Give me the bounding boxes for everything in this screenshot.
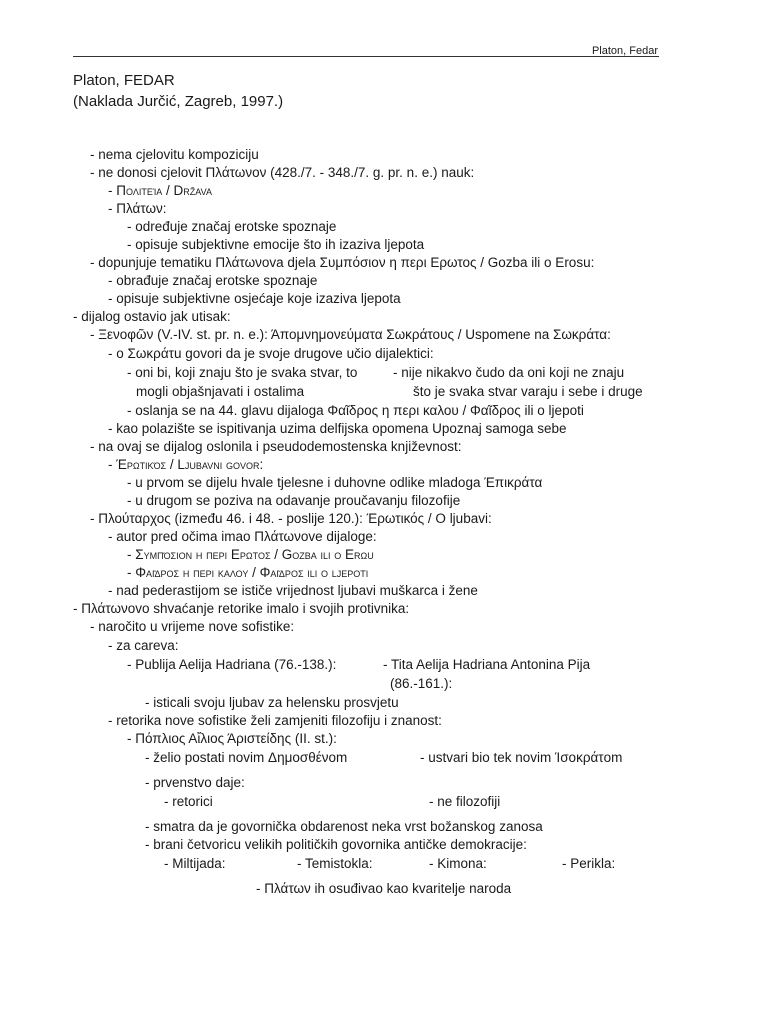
outline-item: - nad pederastijom se ističe vrijednost ljubavi muškarca i žene bbox=[108, 583, 478, 598]
outline-item: - Publija Aelija Hadriana (76.-138.): bbox=[127, 657, 337, 672]
outline-item: - Ξενοφῶν (V.-IV. st. pr. n. e.): Άπομνημονεύματα Σωκράτους / Uspomene na Σωκράτα: bbox=[90, 327, 611, 342]
outline-item: - Perikla: bbox=[562, 856, 616, 871]
outline-item: - naročito u vrijeme nove sofistike: bbox=[90, 619, 295, 634]
outline-item: - želio postati novim Δημοσθένom bbox=[145, 750, 348, 765]
outline-item: - oni bi, koji znaju što je svaka stvar, to bbox=[127, 365, 358, 380]
outline-item: - o Σωκράτu govori da je svoje drugove učio dijalektici: bbox=[108, 346, 434, 361]
outline-item: - Συμπόσιον η περι Ερωτος / Gozba ili o Erωu bbox=[127, 547, 374, 562]
outline-item: - ne donosi cjelovit Πλάτωνον (428./7. - 348./7. g. pr. n. e.) nauk: bbox=[90, 165, 475, 180]
outline-item: - nije nikakvo čudo da oni koji ne znaju bbox=[393, 365, 625, 380]
outline-item: - Kimona: bbox=[429, 856, 487, 871]
outline-item: - kao polazište se ispitivanja uzima delfijska opomena Upoznaj samoga sebe bbox=[108, 421, 567, 436]
outline-item: - Έρωτικός / Ljubavni govor: bbox=[108, 457, 264, 472]
outline-item: - isticali svoju ljubav za helensku prosvjetu bbox=[145, 695, 399, 710]
outline-item: - za careva: bbox=[108, 638, 179, 653]
outline-item: mogli objašnjavati i ostalima bbox=[136, 384, 305, 399]
outline-item: - prvenstvo daje: bbox=[145, 775, 245, 790]
outline-item: - nema cjelovitu kompoziciju bbox=[90, 147, 259, 162]
outline-item: - Tita Aelija Hadriana Antonina Pija bbox=[383, 657, 591, 672]
outline-item: - autor pred očima imao Πλάτωνove dijaloge: bbox=[108, 529, 377, 544]
outline-item: - određuje značaj erotske spoznaje bbox=[127, 219, 337, 234]
outline-item: - u drugom se poziva na odavanje proučavanju filozofije bbox=[127, 493, 461, 508]
header-rule bbox=[73, 56, 659, 57]
outline-item: - smatra da je govornička obdarenost neka vrst božanskog zanosa bbox=[145, 819, 543, 834]
outline-item: - Πλούταρχος (između 46. i 48. - poslije 120.): Έρωτικός / O ljubavi: bbox=[90, 511, 492, 526]
outline-item: - Πλάτων: bbox=[108, 201, 167, 216]
outline-item: - Πόπλιος Αἴλιος Άριστείδης (II. st.): bbox=[127, 731, 337, 746]
outline-item: - retorika nove sofistike želi zamjeniti filozofiju i znanost: bbox=[108, 713, 442, 728]
outline-item: - ustvari bio tek novim Ίσοκράτom bbox=[420, 750, 623, 765]
outline-item: (86.-161.): bbox=[390, 676, 453, 691]
outline-item: - Φαῖδρος η περι καλου / Φαῖδρος ili o ljepoti bbox=[127, 565, 369, 580]
outline-item: - opisuje subjektivne osjećaje koje izaziva ljepota bbox=[108, 291, 401, 306]
outline-item: - retorici bbox=[164, 794, 213, 809]
outline-item: - dopunjuje tematiku Πλάτωνova djela Συμπόσιον η περι Ερωτος / Gozba ili o Erosu: bbox=[90, 255, 595, 270]
outline-item: - Πλάτωνovo shvaćanje retorike imalo i svojih protivnika: bbox=[73, 601, 410, 616]
outline-item: - Πλάτων ih osuđivao kao kvaritelje naroda bbox=[256, 881, 512, 896]
outline-item: - Temistokla: bbox=[297, 856, 373, 871]
outline-item: - oslanja se na 44. glavu dijaloga Φαῖδρος η περι καλου / Φαῖδρος ili o ljepoti bbox=[127, 403, 584, 418]
outline-item: što je svaka stvar varaju i sebe i druge bbox=[413, 384, 643, 399]
outline-item: - dijalog ostavio jak utisak: bbox=[73, 309, 231, 324]
running-header: Platon, Fedar bbox=[591, 45, 658, 57]
outline-item: - ne filozofiji bbox=[429, 794, 501, 809]
document-subtitle: (Naklada Jurčić, Zagreb, 1997.) bbox=[73, 93, 284, 110]
outline-item: - na ovaj se dijalog oslonila i pseudodemostenska književnost: bbox=[90, 439, 462, 454]
outline-item: - Miltijada: bbox=[164, 856, 226, 871]
document-title: Platon, FEDAR bbox=[73, 72, 175, 89]
outline-item: - opisuje subjektivne emocije što ih izaziva ljepota bbox=[127, 237, 425, 252]
outline-item: - Πολιτεία / Država bbox=[108, 183, 212, 198]
outline-item: - obrađuje značaj erotske spoznaje bbox=[108, 273, 318, 288]
outline-item: - brani četvoricu velikih političkih govornika antičke demokracije: bbox=[145, 837, 527, 852]
outline-item: - u prvom se dijelu hvale tjelesne i duhovne odlike mladoga Έπικράτα bbox=[127, 475, 543, 490]
